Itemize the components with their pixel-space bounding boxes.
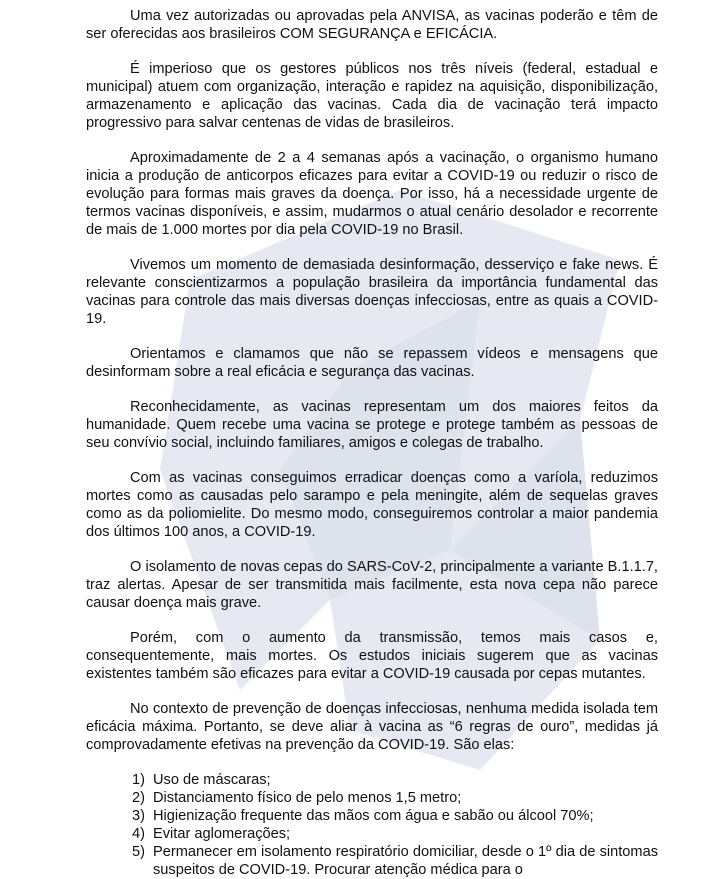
paragraph-anvisa: Uma vez autorizadas ou aprovadas pela ANVISA, as vacinas poderão e têm de ser oferecidas aos brasileiros COM SEGURANÇA e EFICÁCIA. (86, 8, 658, 42)
paragraph-desinformacao: Vivemos um momento de demasiada desinformação, desserviço e fake news. É relevante conscientizarmos a população brasileira da importância fundamental das vacinas para controle das mais diversas doenças infecciosas, entre as quais a COVID-19. (86, 257, 658, 327)
paragraph-regras-de-ouro: No contexto de prevenção de doenças infecciosas, nenhuma medida isolada tem eficácia máxima. Portanto, se deve aliar à vacina as “6 regras de ouro”, medidas já comprovadamente efetivas na prevenção da COVID-19. São elas: (86, 701, 658, 753)
document-page (86, 7, 658, 879)
list-item-number: 5) (132, 844, 145, 860)
list-item (86, 789, 658, 807)
list-item-number: 3) (132, 808, 145, 824)
paragraph-orientamos: Orientamos e clamamos que não se repassem vídeos e mensagens que desinformam sobre a real eficácia e segurança das vacinas. (86, 346, 658, 380)
paragraph-isolamento-cepas: O isolamento de novas cepas do SARS-CoV-2, principalmente a variante B.1.1.7, traz alertas. Apesar de ser transmitida mais facilmente, esta nova cepa não parece causar doença mais grave. (86, 559, 658, 611)
golden-rules-list (86, 771, 658, 879)
paragraph-transmissao: Porém, com o aumento da transmissão, temos mais casos e, consequentemente, mais mortes. Os estudos iniciais sugerem que as vacinas existentes também são eficazes para evitar a COVID-19 causada por cepas mutantes. (86, 630, 658, 682)
list-item-number: 2) (132, 790, 145, 806)
list-item-text: Permanecer em isolamento respiratório domiciliar, desde o 1º dia de sintomas suspeitos de COVID-19. Procurar atenção médica para o (153, 844, 658, 878)
list-item-number: 1) (132, 772, 145, 788)
list-item-number: 4) (132, 826, 145, 842)
list-item-text: Distanciamento físico de pelo menos 1,5 metro; (153, 790, 462, 806)
paragraph-reconhecidamente: Reconhecidamente, as vacinas representam um dos maiores feitos da humanidade. Quem recebe uma vacina se protege e protege também as pessoas de seu convívio social, incluindo familiares, amigos e colegas de trabalho. (86, 399, 658, 451)
list-item-text: Higienização frequente das mãos com água e sabão ou álcool 70%; (153, 808, 594, 824)
list-item (86, 807, 658, 825)
list-item-text: Evitar aglomerações; (153, 826, 291, 842)
list-item-text: Uso de máscaras; (153, 772, 271, 788)
paragraph-erradicar: Com as vacinas conseguimos erradicar doenças como a varíola, reduzimos mortes como as causadas pelo sarampo e pela meningite, além de sequelas graves como as da poliomielite. Do mesmo modo, conseguiremos controlar a maior pandemia dos últimos 100 anos, a COVID-19. (86, 470, 658, 540)
list-item (86, 843, 658, 879)
paragraph-anticorpos: Aproximadamente de 2 a 4 semanas após a vacinação, o organismo humano inicia a produção de anticorpos eficazes para evitar a COVID-19 ou reduzir o risco de evolução para formas mais graves da doença. Por isso, há a necessidade urgente de termos vacinas disponíveis, e assim, mudarmos o atual cenário desolador e recorrente de mais de 1.000 mortes por dia pela COVID-19 no Brasil. (86, 150, 658, 238)
list-item (86, 825, 658, 843)
paragraph-gestores: É imperioso que os gestores públicos nos três níveis (federal, estadual e municipal) atuem com organização, interação e rapidez na aquisição, disponibilização, armazenamento e aplicação das vacinas. Cada dia de vacinação terá impacto progressivo para salvar centenas de vidas de brasileiros. (86, 61, 658, 131)
list-item (86, 771, 658, 789)
